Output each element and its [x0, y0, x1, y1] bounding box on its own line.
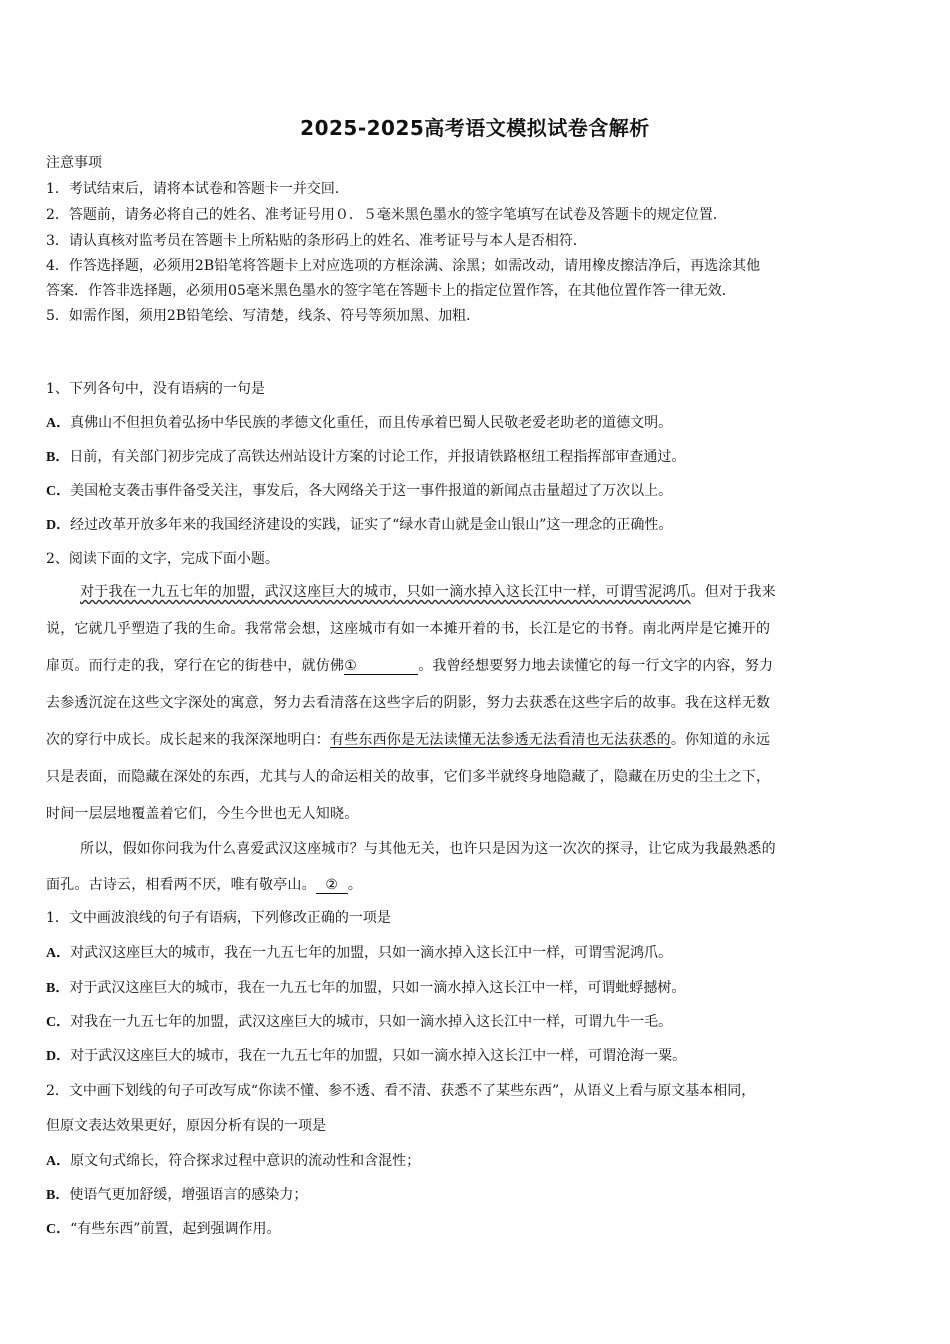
option-letter: A． [46, 946, 71, 961]
option-text: “有些东西”前置，起到强调作用。 [70, 1221, 281, 1237]
option-text: 对武汉这座巨大的城市，我在一九五七年的加盟，只如一滴水掉入这长江中一样，可谓雪泥鸿爪。 [70, 945, 673, 961]
option-text: 原文句式绵长，符合探求过程中意识的流动性和含混性； [70, 1153, 421, 1169]
option-text: 使语气更加舒缓，增强语言的感染力； [69, 1187, 308, 1203]
subquestion-1-option-d [46, 1045, 686, 1065]
question-1-option-d [46, 514, 672, 534]
subquestion-2-stem: 2．文中画下划线的句子可改写成“你读不懂、参不透、看不清、获悉不了某些东西”，从语义上看与原文基本相同， [46, 1083, 756, 1099]
subquestion-1-stem: 1．文中画波浪线的句子有语病，下列修改正确的一项是 [46, 910, 391, 926]
passage-line [46, 874, 904, 894]
option-letter: B． [46, 450, 70, 465]
passage-text: 。但对于我来 [690, 584, 776, 600]
passage-line: 所以，假如你问我为什么喜爱武汉这座城市？与其他无关，也许只是因为这一次次的探寻，让它成为我最熟悉的 [80, 841, 776, 857]
option-letter: D． [46, 518, 71, 533]
passage-line: 只是表面，而隐藏在深处的东西，尤其与人的命运相关的故事，它们多半就终身地隐藏了，隐藏在历史的尘土之下， [46, 769, 771, 785]
notice-item: 1．考试结束后，请将本试卷和答题卡一并交回． [46, 181, 349, 197]
option-letter: C． [46, 1015, 71, 1030]
notice-item: 2．答题前，请务必将自己的姓名、准考证号用０．５毫米黑色墨水的签字笔填写在试卷及答题卡的规定位置． [46, 207, 727, 223]
passage-line [46, 581, 904, 601]
option-text: 对于武汉这座巨大的城市，我在一九五七年的加盟，只如一滴水掉入这长江中一样，可谓蚍蜉撼树。 [69, 980, 686, 996]
option-text: 日前，有关部门初步完成了高铁达州站设计方案的讨论工作，并报请铁路枢纽工程指挥部审查通过。 [69, 449, 686, 465]
option-text: 真佛山不但担负着弘扬中华民族的孝德文化重任，而且传承着巴蜀人民敬老爱老助老的道德文明。 [70, 415, 673, 431]
passage-text: 。 [347, 877, 363, 893]
option-letter: A． [46, 416, 71, 431]
passage-text: 。我曾经想要努力地去读懂它的每一行文字的内容，努力 [418, 658, 774, 674]
notice-heading: 注意事项 [46, 155, 102, 171]
passage-line [46, 655, 904, 675]
passage-text: 次的穿行中成长。成长起来的我深深地明白： [46, 732, 330, 748]
page-title: 2025-2025高考语文模拟试卷含解析 [300, 116, 650, 140]
answer-blank-1 [344, 658, 418, 675]
option-text: 美国枪支袭击事件备受关注，事发后，各大网络关于这一事件报道的新闻点击量超过了万次以上。 [70, 483, 673, 499]
blank-marker: ① [344, 658, 357, 674]
passage-text: 面孔。古诗云，相看两不厌，唯有敬亭山。 [46, 877, 316, 893]
passage-line: 时间一层层地覆盖着它们，今生今世也无人知晓。 [46, 806, 359, 822]
option-text: 对于武汉这座巨大的城市，我在一九五七年的加盟，只如一滴水掉入这长江中一样，可谓沧海一粟。 [70, 1048, 687, 1064]
notice-item: 3．请认真核对监考员在答题卡上所粘贴的条形码上的姓名、准考证号与本人是否相符． [46, 233, 587, 249]
answer-blank-2 [316, 877, 348, 894]
question-1-option-a [46, 412, 672, 432]
subquestion-2-option-a [46, 1150, 420, 1170]
passage-text: 扉页。而行走的我，穿行在它的街巷中，就仿佛 [46, 658, 345, 674]
question-1-option-b [46, 446, 685, 466]
subquestion-1-option-c [46, 1011, 672, 1031]
subquestion-2-option-c [46, 1218, 280, 1238]
subquestion-1-option-a [46, 942, 672, 962]
option-letter: A． [46, 1154, 71, 1169]
passage-text: 。你知道的永远 [670, 732, 771, 748]
option-text: 对我在一九五七年的加盟，武汉这座巨大的城市，只如一滴水掉入这长江中一样，可谓九牛一毛。 [70, 1014, 673, 1030]
blank-marker: ② [325, 877, 339, 893]
option-letter: D． [46, 1049, 71, 1064]
option-letter: B． [46, 1188, 70, 1203]
passage-line: 去参透沉淀在这些文字深处的寓意，努力去看清落在这些字后的阴影，努力去获悉在这些字后的故事。我在这样无数 [46, 695, 771, 711]
underlined-sentence: 有些东西你是无法读懂无法参透无法看清也无法获悉的 [330, 732, 671, 748]
subquestion-2-option-b [46, 1184, 307, 1204]
option-letter: B． [46, 981, 70, 996]
notice-item: 答案．作答非选择题，必须用05毫米黑色墨水的签字笔在答题卡上的指定位置作答，在其他位置作答一律无效． [46, 283, 736, 299]
option-letter: C． [46, 484, 71, 499]
question-1-stem: 1、下列各句中，没有语病的一句是 [46, 381, 265, 397]
subquestion-1-option-b [46, 977, 685, 997]
subquestion-2-stem-cont: 但原文表达效果更好，原因分析有误的一项是 [46, 1118, 326, 1134]
notice-item: 5．如需作图，须用2B铅笔绘、写清楚，线条、符号等须加黑、加粗． [46, 308, 481, 324]
option-text: 经过改革开放多年来的我国经济建设的实践，证实了“绿水青山就是金山银山”这一理念的正确性。 [70, 517, 673, 533]
passage-line: 说，它就几乎塑造了我的生命。我常常会想，这座城市有如一本摊开着的书，长江是它的书脊。南北两岸是它摊开的 [46, 621, 771, 637]
question-1-option-c [46, 480, 672, 500]
passage-line [46, 729, 904, 749]
option-letter: C． [46, 1222, 71, 1237]
question-2-stem: 2、阅读下面的文字，完成下面小题。 [46, 551, 279, 567]
wavy-underlined-sentence: 对于我在一九五七年的加盟，武汉这座巨大的城市，只如一滴水掉入这长江中一样，可谓雪泥鸿爪 [80, 584, 691, 600]
notice-item: 4．作答选择题，必须用2B铅笔将答题卡上对应选项的方框涂满、涂黑；如需改动，请用橡皮擦洁净后，再选涂其他 [46, 258, 761, 274]
